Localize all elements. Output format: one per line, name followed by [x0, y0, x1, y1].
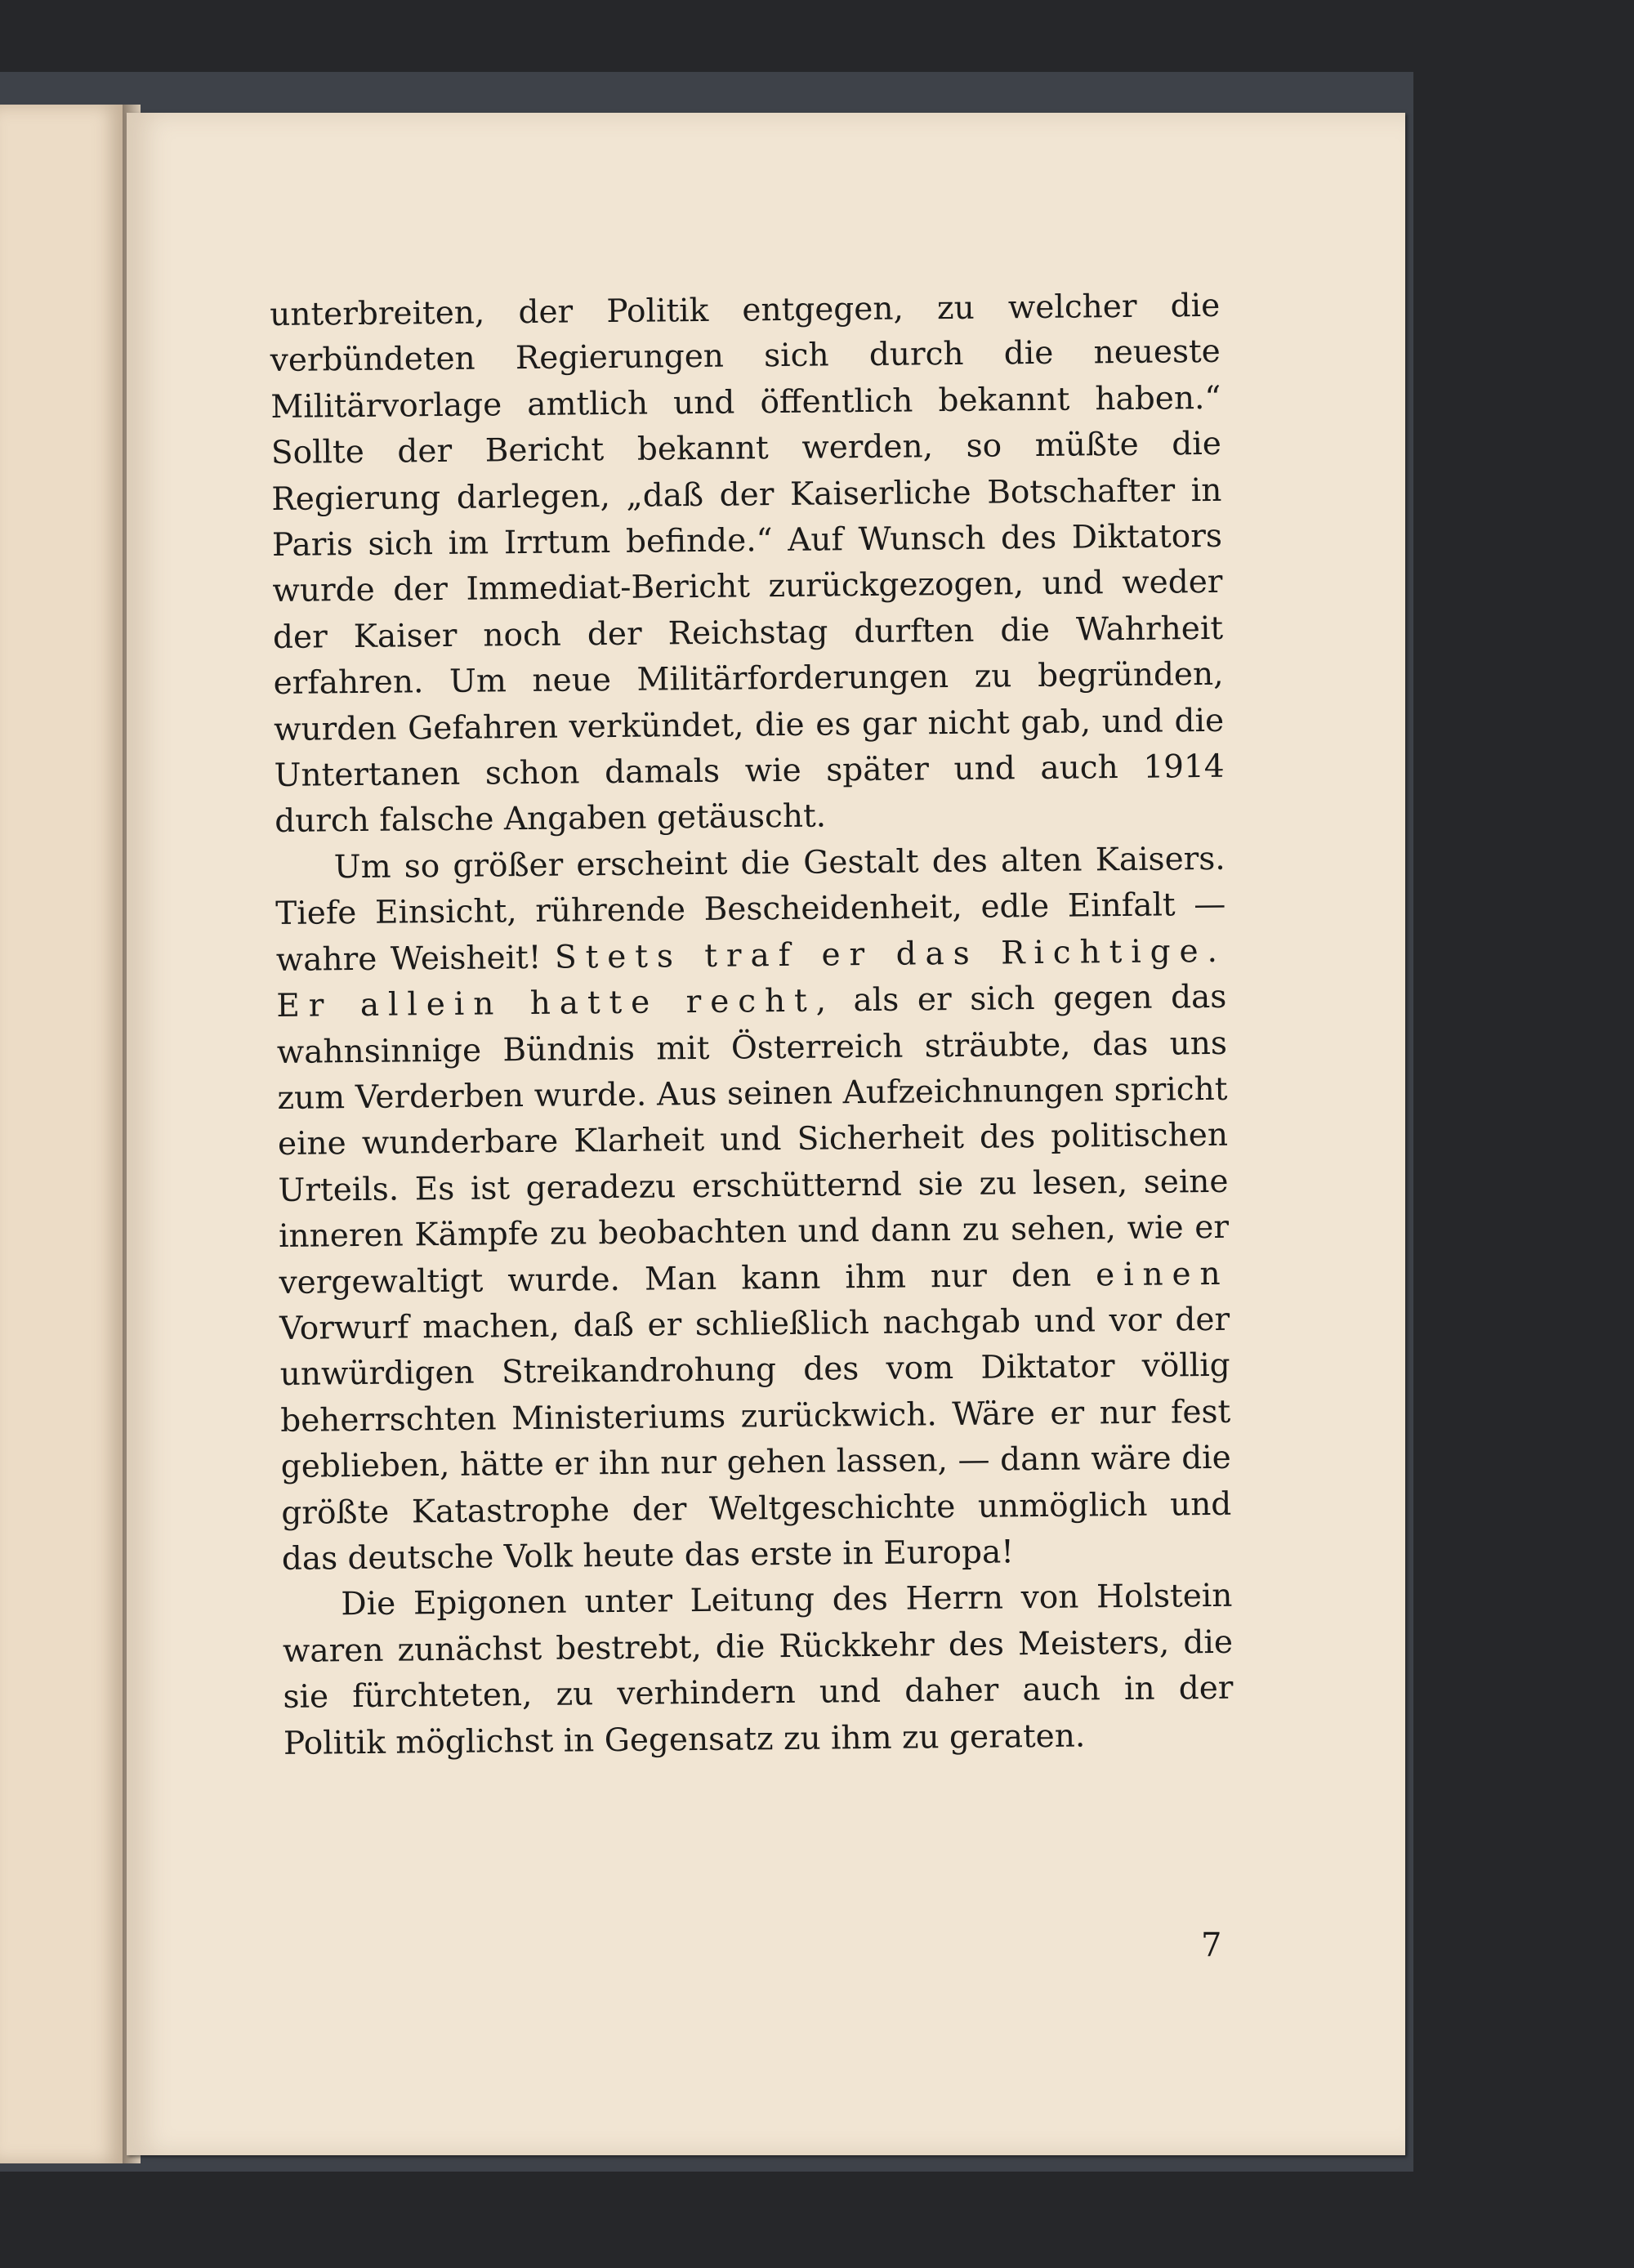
paragraph — [275, 837, 1232, 1583]
body-text — [270, 284, 1234, 1767]
right-page — [127, 113, 1405, 2155]
text-segment: Die Epigonen unter Leitung des Herrn von Holstein waren zunächst bestrebt, die Rückkehr des Meisters, die sie fürchteten, zu verhindern und daher auch in der Politik möglichst in Gegensatz zu ihm zu geraten. — [282, 1578, 1234, 1762]
left-page-edge — [0, 105, 123, 2163]
text-segment: unterbreiten, der Politik entgegen, zu welcher die verbündeten Regierungen sich durch die neueste Militärvorlage amtlich und öffentlich bekannt haben.“ Sollte der Bericht bekannt werden, so müßte die Regierung darlegen, „daß der Kaiserliche Botschafter in Paris sich im Irrtum befinde.“ Auf Wunsch des Diktators wurde der Immediat-Bericht zurückgezogen, und weder der Kaiser noch der Reichstag durften die Wahrheit erfahren. Um neue Militärforderungen zu begründen, wurden Gefahren verkündet, die es gar nicht gab, und die Untertanen schon damals wie später und auch 1914 durch falsche Angaben getäuscht. — [270, 287, 1225, 841]
page-number: 7 — [1201, 1926, 1222, 1964]
text-segment: Vorwurf machen, daß er schließlich nachgab und vor der unwürdigen Streikandrohung des vom Diktator völlig beherrschten Ministeriums zurückwich. Wäre er nur fest geblieben, hätte er ihn nur gehen lassen, — dann wäre die größte Katastrophe der Weltgeschichte unmöglich und das deutsche Volk heute das erste in Europa! — [279, 1301, 1232, 1578]
paragraph — [282, 1574, 1234, 1767]
emphasized-text: Stets traf er das Richtige. — [554, 932, 1227, 976]
paragraph — [270, 284, 1225, 846]
emphasized-text: Er allein hatte recht, — [276, 982, 836, 1025]
text-segment: als er sich gegen das wahnsinnige Bündnis mit Österreich sträubte, das uns zum Verderben wurde. Aus seinen Aufzeichnungen spricht eine wunderbare Klarheit und Sicherheit des politischen Urteils. Es ist geradezu erschütternd sie zu lesen, seine inneren Kämpfe zu beobachten und dann zu sehen, wie er vergewaltigt wurde. Man kann ihm nur den — [276, 978, 1230, 1301]
emphasized-text: einen — [1095, 1255, 1230, 1293]
text-segment: Um so größer erscheint die Gestalt des alten Kaisers. Tiefe Einsicht, rührende Bescheidenheit, edle Einfalt — wahre Weisheit! — [275, 840, 1226, 979]
